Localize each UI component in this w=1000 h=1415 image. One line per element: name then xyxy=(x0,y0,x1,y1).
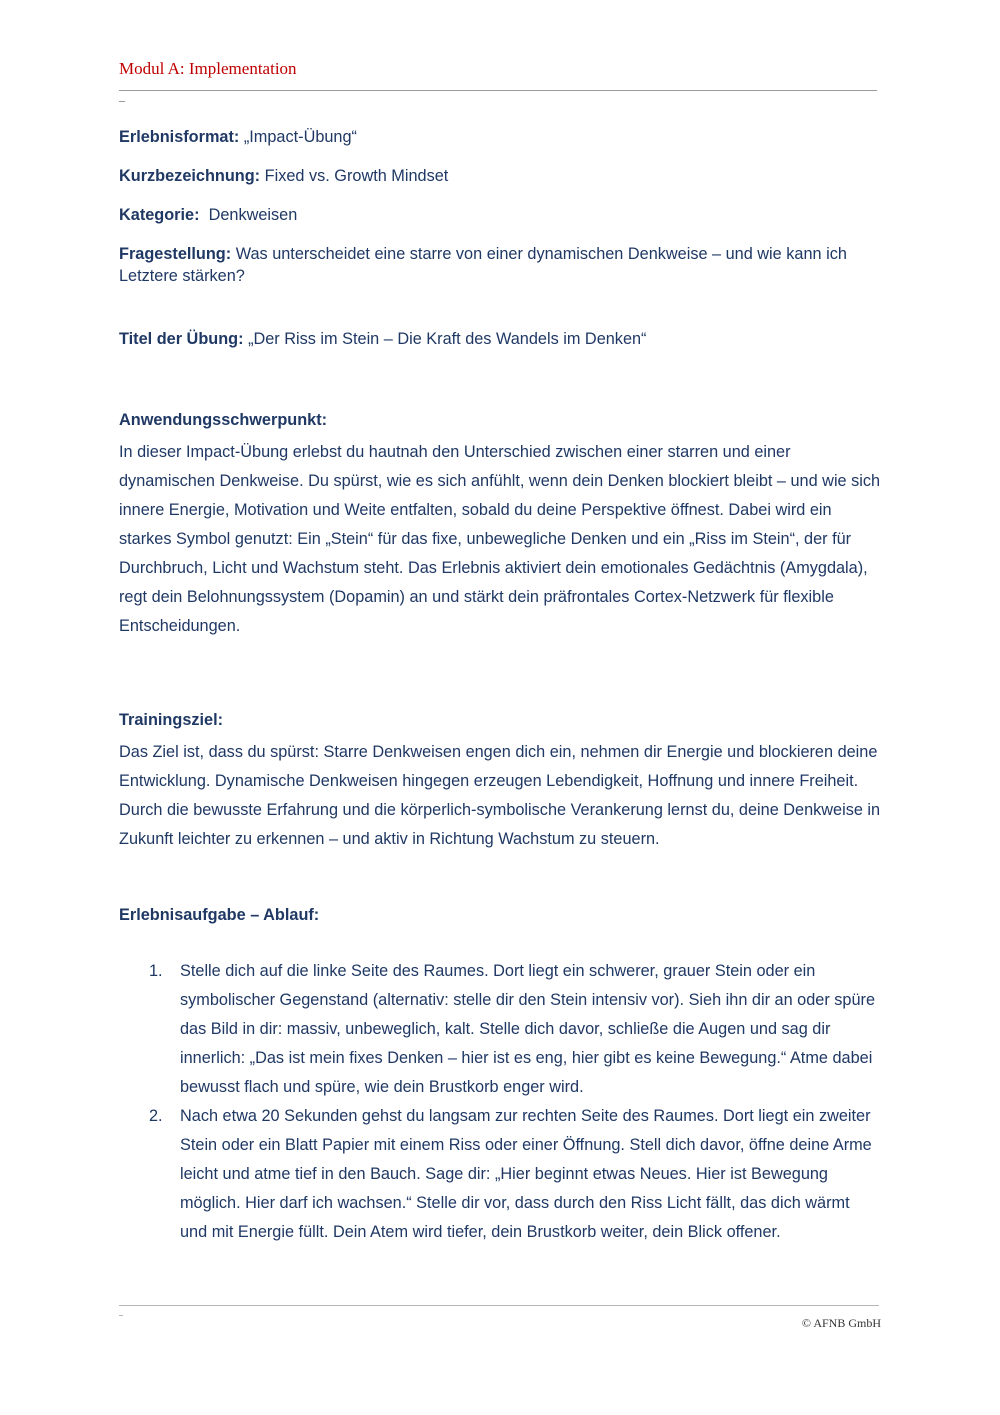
section-heading: Anwendungsschwerpunkt: xyxy=(119,411,328,429)
section-application-focus xyxy=(119,409,881,641)
list-item xyxy=(119,1102,881,1247)
section-procedure xyxy=(119,904,881,1247)
list-item xyxy=(119,957,881,1102)
section-heading: Erlebnisaufgabe – Ablauf: xyxy=(119,906,320,924)
procedure-steps-list xyxy=(119,957,881,1247)
section-heading: Trainingsziel: xyxy=(119,711,224,729)
footer-copyright: © AFNB GmbH xyxy=(801,1316,881,1330)
header-title: Modul A: Implementation xyxy=(119,59,297,78)
step-text: Stelle dich auf die linke Seite des Raumes. Dort liegt ein schwerer, grauer Stein oder ein symbolischer Gegenstand (alternativ: stelle dir den Stein intensiv vor). Sieh ihn dir an oder spüre das Bild in dir: massiv, unbeweglich, kalt. Stelle dich davor, schließe die Augen und sag dir innerlich: „Das ist mein fixes Denken – hier ist es eng, hier gibt es keine Bewegung.“ Atme dabei bewusst flach und spüre, wie dein Brustkorb enger wird. xyxy=(180,962,876,1096)
page-header xyxy=(119,59,879,79)
field-short-name-label: Kurzbezeichnung: xyxy=(119,167,261,185)
field-category-value: Denkweisen xyxy=(208,206,298,224)
step-number: 1. xyxy=(149,962,163,980)
section-training-goal xyxy=(119,709,881,854)
step-text: Nach etwa 20 Sekunden gehst du langsam zur rechten Seite des Raumes. Dort liegt ein zweiter Stein oder ein Blatt Papier mit einem Riss oder einer Öffnung. Stell dich davor, öffne deine Arme leicht und atme tief in den Bauch. Sage dir: „Hier beginnt etwas Neues. Hier ist Bewegung möglich. Hier darf ich wachsen.“ Stelle dir vor, dass durch den Riss Licht fällt, das dich wärmt und mit Energie füllt. Dein Atem wird tiefer, dein Brustkorb weiter, dein Blick offener. xyxy=(180,1107,872,1241)
field-short-name-value: Fixed vs. Growth Mindset xyxy=(264,167,449,185)
field-category xyxy=(119,204,881,226)
field-question-label: Fragestellung: xyxy=(119,245,232,263)
field-format-value: „Impact-Übung“ xyxy=(243,128,357,146)
step-number: 2. xyxy=(149,1107,163,1125)
field-category-label: Kategorie: xyxy=(119,206,200,224)
document-content xyxy=(119,126,881,1247)
section-body: In dieser Impact-Übung erlebst du hautnah den Unterschied zwischen einer starren und einer dynamischen Denkweise. Du spürst, wie es sich anfühlt, wenn dein Denken blockiert bleibt – und wie sich innere Energie, Motivation und Weite entfalten, sobald du deine Perspektive öffnest. Dabei wird ein starkes Symbol genutzt: Ein „Stein“ für das fixe, unbewegliche Denken und ein „Riss im Stein“, der für Durchbruch, Licht und Wachstum steht. Das Erlebnis aktiviert dein emotionales Gedächtnis (Amygdala), regt dein Belohnungssystem (Dopamin) an und stärkt dein präfrontales Cortex-Netzwerk für flexible Entscheidungen. xyxy=(119,443,881,635)
header-rule-tick xyxy=(119,101,125,102)
footer-rule xyxy=(119,1305,879,1306)
footer-rule-tick xyxy=(119,1315,123,1316)
field-question xyxy=(119,243,881,287)
field-exercise-title-value: „Der Riss im Stein – Die Kraft des Wandels im Denken“ xyxy=(248,330,647,348)
field-short-name xyxy=(119,165,881,187)
field-format xyxy=(119,126,881,148)
field-format-label: Erlebnisformat: xyxy=(119,128,240,146)
header-rule xyxy=(119,90,877,91)
field-question-value: Was unterscheidet eine starre von einer dynamischen Denkweise – und wie kann ich Letztere stärken? xyxy=(119,245,847,285)
field-exercise-title xyxy=(119,328,881,350)
section-body: Das Ziel ist, dass du spürst: Starre Denkweisen engen dich ein, nehmen dir Energie und blockieren deine Entwicklung. Dynamische Denkweisen hingegen erzeugen Lebendigkeit, Hoffnung und innere Freiheit. Durch die bewusste Erfahrung und die körperlich-symbolische Verankerung lernst du, deine Denkweise in Zukunft leichter zu erkennen – und aktiv in Richtung Wachstum zu steuern. xyxy=(119,743,881,848)
field-exercise-title-label: Titel der Übung: xyxy=(119,330,244,348)
